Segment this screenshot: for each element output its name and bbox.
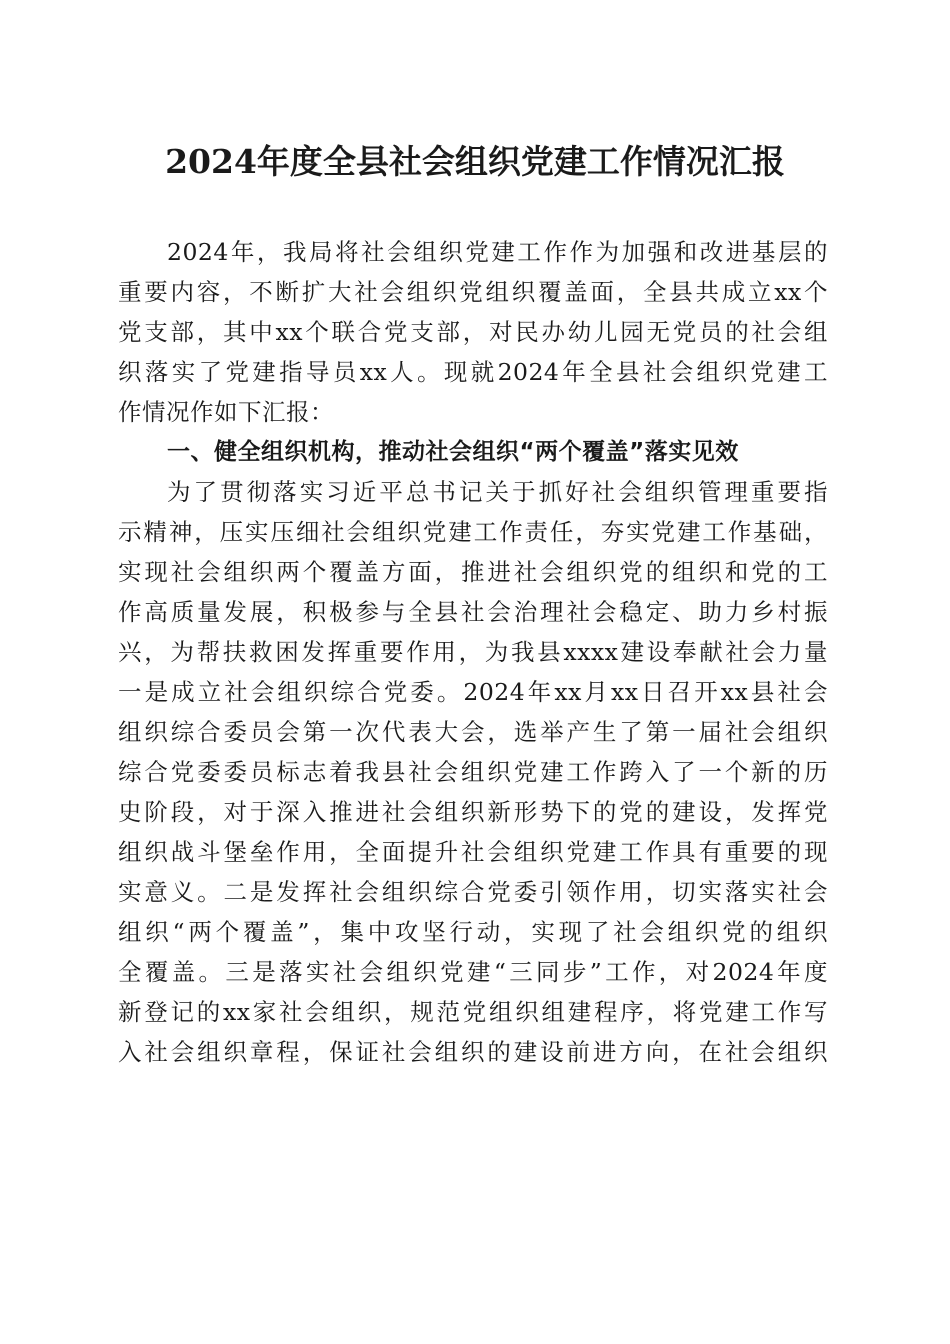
paragraph-line: 织落实了党建指导员xx人。现就2024年全县社会组织党建工 [118,358,828,386]
paragraph-section-1 [118,472,828,1072]
document-title: 2024年度全县社会组织党建工作情况汇报 [165,142,785,181]
paragraph-line: 入社会组织章程，保证社会组织的建设前进方向，在社会组织 [118,1038,828,1066]
paragraph-line: 组织战斗堡垒作用，全面提升社会组织党建工作具有重要的现 [118,838,828,866]
paragraph-line: 作情况作如下汇报： [118,398,334,426]
paragraph-line: 综合党委委员标志着我县社会组织党建工作跨入了一个新的历 [118,758,828,786]
paragraph-line: 实现社会组织两个覆盖方面，推进社会组织党的组织和党的工 [118,558,828,586]
paragraph-line: 一是成立社会组织综合党委。2024年xx月xx日召开xx县社会 [118,678,828,706]
section-heading-1: 一、健全组织机构，推动社会组织“两个覆盖”落实见效 [167,439,739,465]
paragraph-line: 兴，为帮扶救困发挥重要作用，为我县xxxx建设奉献社会力量 [118,638,828,666]
paragraph-line: 实意义。二是发挥社会组织综合党委引领作用，切实落实社会 [118,878,828,906]
paragraph-line: 作高质量发展，积极参与全县社会治理社会稳定、助力乡村振 [118,598,828,626]
paragraph-line: 党支部，其中xx个联合党支部，对民办幼儿园无党员的社会组 [118,318,828,346]
document-body [118,232,828,1072]
paragraph-line: 为了贯彻落实习近平总书记关于抓好社会组织管理重要指 [167,478,828,506]
paragraph-line: 组织综合委员会第一次代表大会，选举产生了第一届社会组织 [118,718,828,746]
paragraph-line: 组织“两个覆盖”，集中攻坚行动，实现了社会组织党的组织 [118,918,828,946]
paragraph-line: 2024年，我局将社会组织党建工作作为加强和改进基层的 [167,238,828,266]
paragraph-intro [118,232,828,432]
paragraph-line: 全覆盖。三是落实社会组织党建“三同步”工作，对2024年度 [118,958,828,986]
paragraph-line: 史阶段，对于深入推进社会组织新形势下的党的建设，发挥党 [118,798,828,826]
paragraph-line: 新登记的xx家社会组织，规范党组织组建程序，将党建工作写 [118,998,828,1026]
paragraph-line: 示精神，压实压细社会组织党建工作责任，夯实党建工作基础， [118,518,828,546]
paragraph-line: 重要内容，不断扩大社会组织党组织覆盖面，全县共成立xx个 [118,278,828,306]
